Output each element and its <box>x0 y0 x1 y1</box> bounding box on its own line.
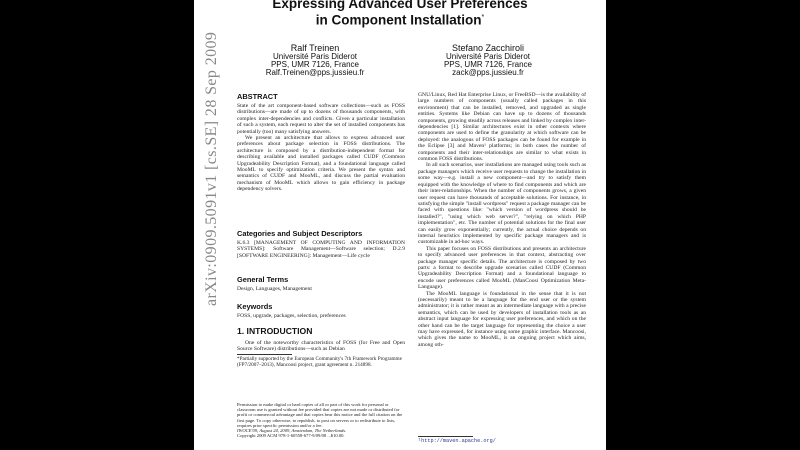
paper-page <box>194 0 606 450</box>
keywords-text: FOSS, upgrade, packages, selection, preferences <box>237 313 346 319</box>
introduction-heading: 1. INTRODUCTION <box>237 326 313 336</box>
footnote-rule <box>237 354 292 355</box>
venue-text: IWOCE'09, August 24, 2009, Amsterdam, The Netherlands. <box>237 428 347 434</box>
permission-notice <box>237 402 405 438</box>
abstract-body <box>237 103 405 193</box>
introduction-text: One of the noteworthy characteristics of FOSS (for Free and Open Source Software) distributions—such as Debian <box>237 340 405 353</box>
url-footnote-rule <box>418 436 473 437</box>
paper-title-line-2-text: in Component Installation <box>315 12 482 28</box>
author-name: Ralf Treinen <box>290 43 340 53</box>
permission-text: Permission to make digital or hard copies of all or part of this work for personal or classroom use is granted without fee provided that copies are not made or distributed for profit or commercial advantage and that copies bear this notice and the full citation on the first page. To copy otherwise, to republish, to post on servers or to redistribute to lists, requires prior specific permission and/or a fee. <box>237 402 403 428</box>
funding-footnote: *Partially supported by the European Community's 7th Framework Programme (FP7/2007–2013), Mancoosi project, grant agreement n. 214898. <box>237 356 402 368</box>
author-email: Ralf.Treinen@pps.jussieu.fr <box>265 68 365 78</box>
maven-url-link[interactable]: ¹http://maven.apache.org/ <box>418 438 496 444</box>
right-paragraph-1: GNU/Linux, Red Hat Enterprise Linux, or FreeBSD—is the availability of large numbers of components (usually called packages in this environment) that can be installed, removed, and upgraded as single entities. Systems like Debian can have up to dozens of thousands components, growing steadily across releases and linked by complex inter-dependencies [1]. Similar architectures exist in other contexts where components are used to define the granularity at which software can be deployed: the analogous of FOSS packages can be found for example in the Eclipse [3] and Maven¹ platforms; in both cases the number of components and their inter-relationships are similar to what exists in common FOSS distributions. <box>418 92 586 163</box>
copyright-text: Copyright 2009 ACM 978-1-60558-677-9/09/08 ...$10.00. <box>237 433 345 439</box>
categories-heading: Categories and Subject Descriptors <box>237 229 363 238</box>
author-affiliation: Université Paris Diderot <box>272 52 358 61</box>
author-affiliation: Université Paris Diderot <box>445 52 531 61</box>
abstract-heading: ABSTRACT <box>237 92 278 101</box>
general-terms-text: Design, Languages, Management <box>237 286 312 292</box>
arxiv-identifier <box>198 31 228 312</box>
title-footnote-mark: * <box>481 14 485 21</box>
right-column-body <box>418 92 586 348</box>
author-lab: PPS, UMR 7126, France <box>443 60 533 70</box>
author-block-2 <box>418 43 558 78</box>
author-lab: PPS, UMR 7126, France <box>270 60 360 70</box>
author-name: Stefano Zacchiroli <box>451 43 525 53</box>
abstract-paragraph-2: We present an architecture that allows to express advanced user preferences about package selection in FOSS distributions. The architecture is composed by a distribution-independent format for describing available and installed packages called CUDF (Common Upgradeability Description Format), and a foundational language called MooML to specify optimization criteria. We present the syntax and semantics of CUDF and MooML, and discuss the partial evaluation mechanism of MooML which allows to gain efficiency in package dependency solvers. <box>237 135 405 193</box>
keywords-heading: Keywords <box>237 302 273 311</box>
paper-title-line-1: Expressing Advanced User Preferences <box>272 0 528 11</box>
right-paragraph-2: In all such scenarios, user installations are managed using tools such as package managers which receive user requests to change the installation in some way—e.g. install a new component—and try to satisfy them equipped with the knowledge of where to find components and which are their inter-relationships. When the number of components grows, a given user request can have thousands of acceptable solutions. For instance, in satisfying the simple "install wordpress" request a package manager can be faced with questions like: "which version of wordpress should be installed?", "using which web server?", "relying on which PHP implementation", etc. The number of potential solutions for the final user can easily grow exponentially; currently, the actual choice depends on internal heuristics implemented by specific package managers and is customizable in ad-hoc ways. <box>418 162 586 246</box>
general-terms-heading: General Terms <box>237 275 289 284</box>
arxiv-identifier-text: arXiv:0909.5091v1 [cs.SE] 28 Sep 2009 <box>203 31 220 306</box>
author-block-1 <box>245 43 385 78</box>
paper-title-line-2 <box>194 11 606 28</box>
right-paragraph-3: This paper focuses on FOSS distributions and presents an architecture to specify advanced user preferences in that context, abstracting over package manager specific details. The architecture is composed by two parts: a format to describe upgrade scenarios called CUDF (Common Upgradeability Description Format) and a foundational language to encode user preferences called MooML (ManCoosi Optimization Meta-Language). <box>418 245 586 291</box>
abstract-paragraph-1: State of the art component-based software collections—such as FOSS distributions—are made of up to dozens of thousands components, with complex inter-dependencies and conflicts. Given a particular installation of such a system, each request to alter the set of installed components has potentially (too) many satisfying answers. <box>237 103 405 135</box>
right-paragraph-4: The MooML language is foundational in the sense that it is not (necessarily) meant to be a language for the end user or the system administrator; it is rather meant as an intermediate language with a precise semantics, which can be used by developers of installation tools as an abstract input language for expressing user preferences, and which on the other hand can be the target language for representing the choice a user may have expressed, for instance using some graphic interface. Mancoosi, which gives the name to MooML, is an ongoing project which aims, among oth- <box>418 290 586 348</box>
author-email: zack@pps.jussieu.fr <box>452 68 524 78</box>
categories-text: K.6.3 [MANAGEMENT OF COMPUTING AND INFORMATION SYSTEMS]: Software Management—Software selection; D.2.9 [SOFTWARE ENGINEERING]: Management—Life cycle <box>237 240 405 259</box>
